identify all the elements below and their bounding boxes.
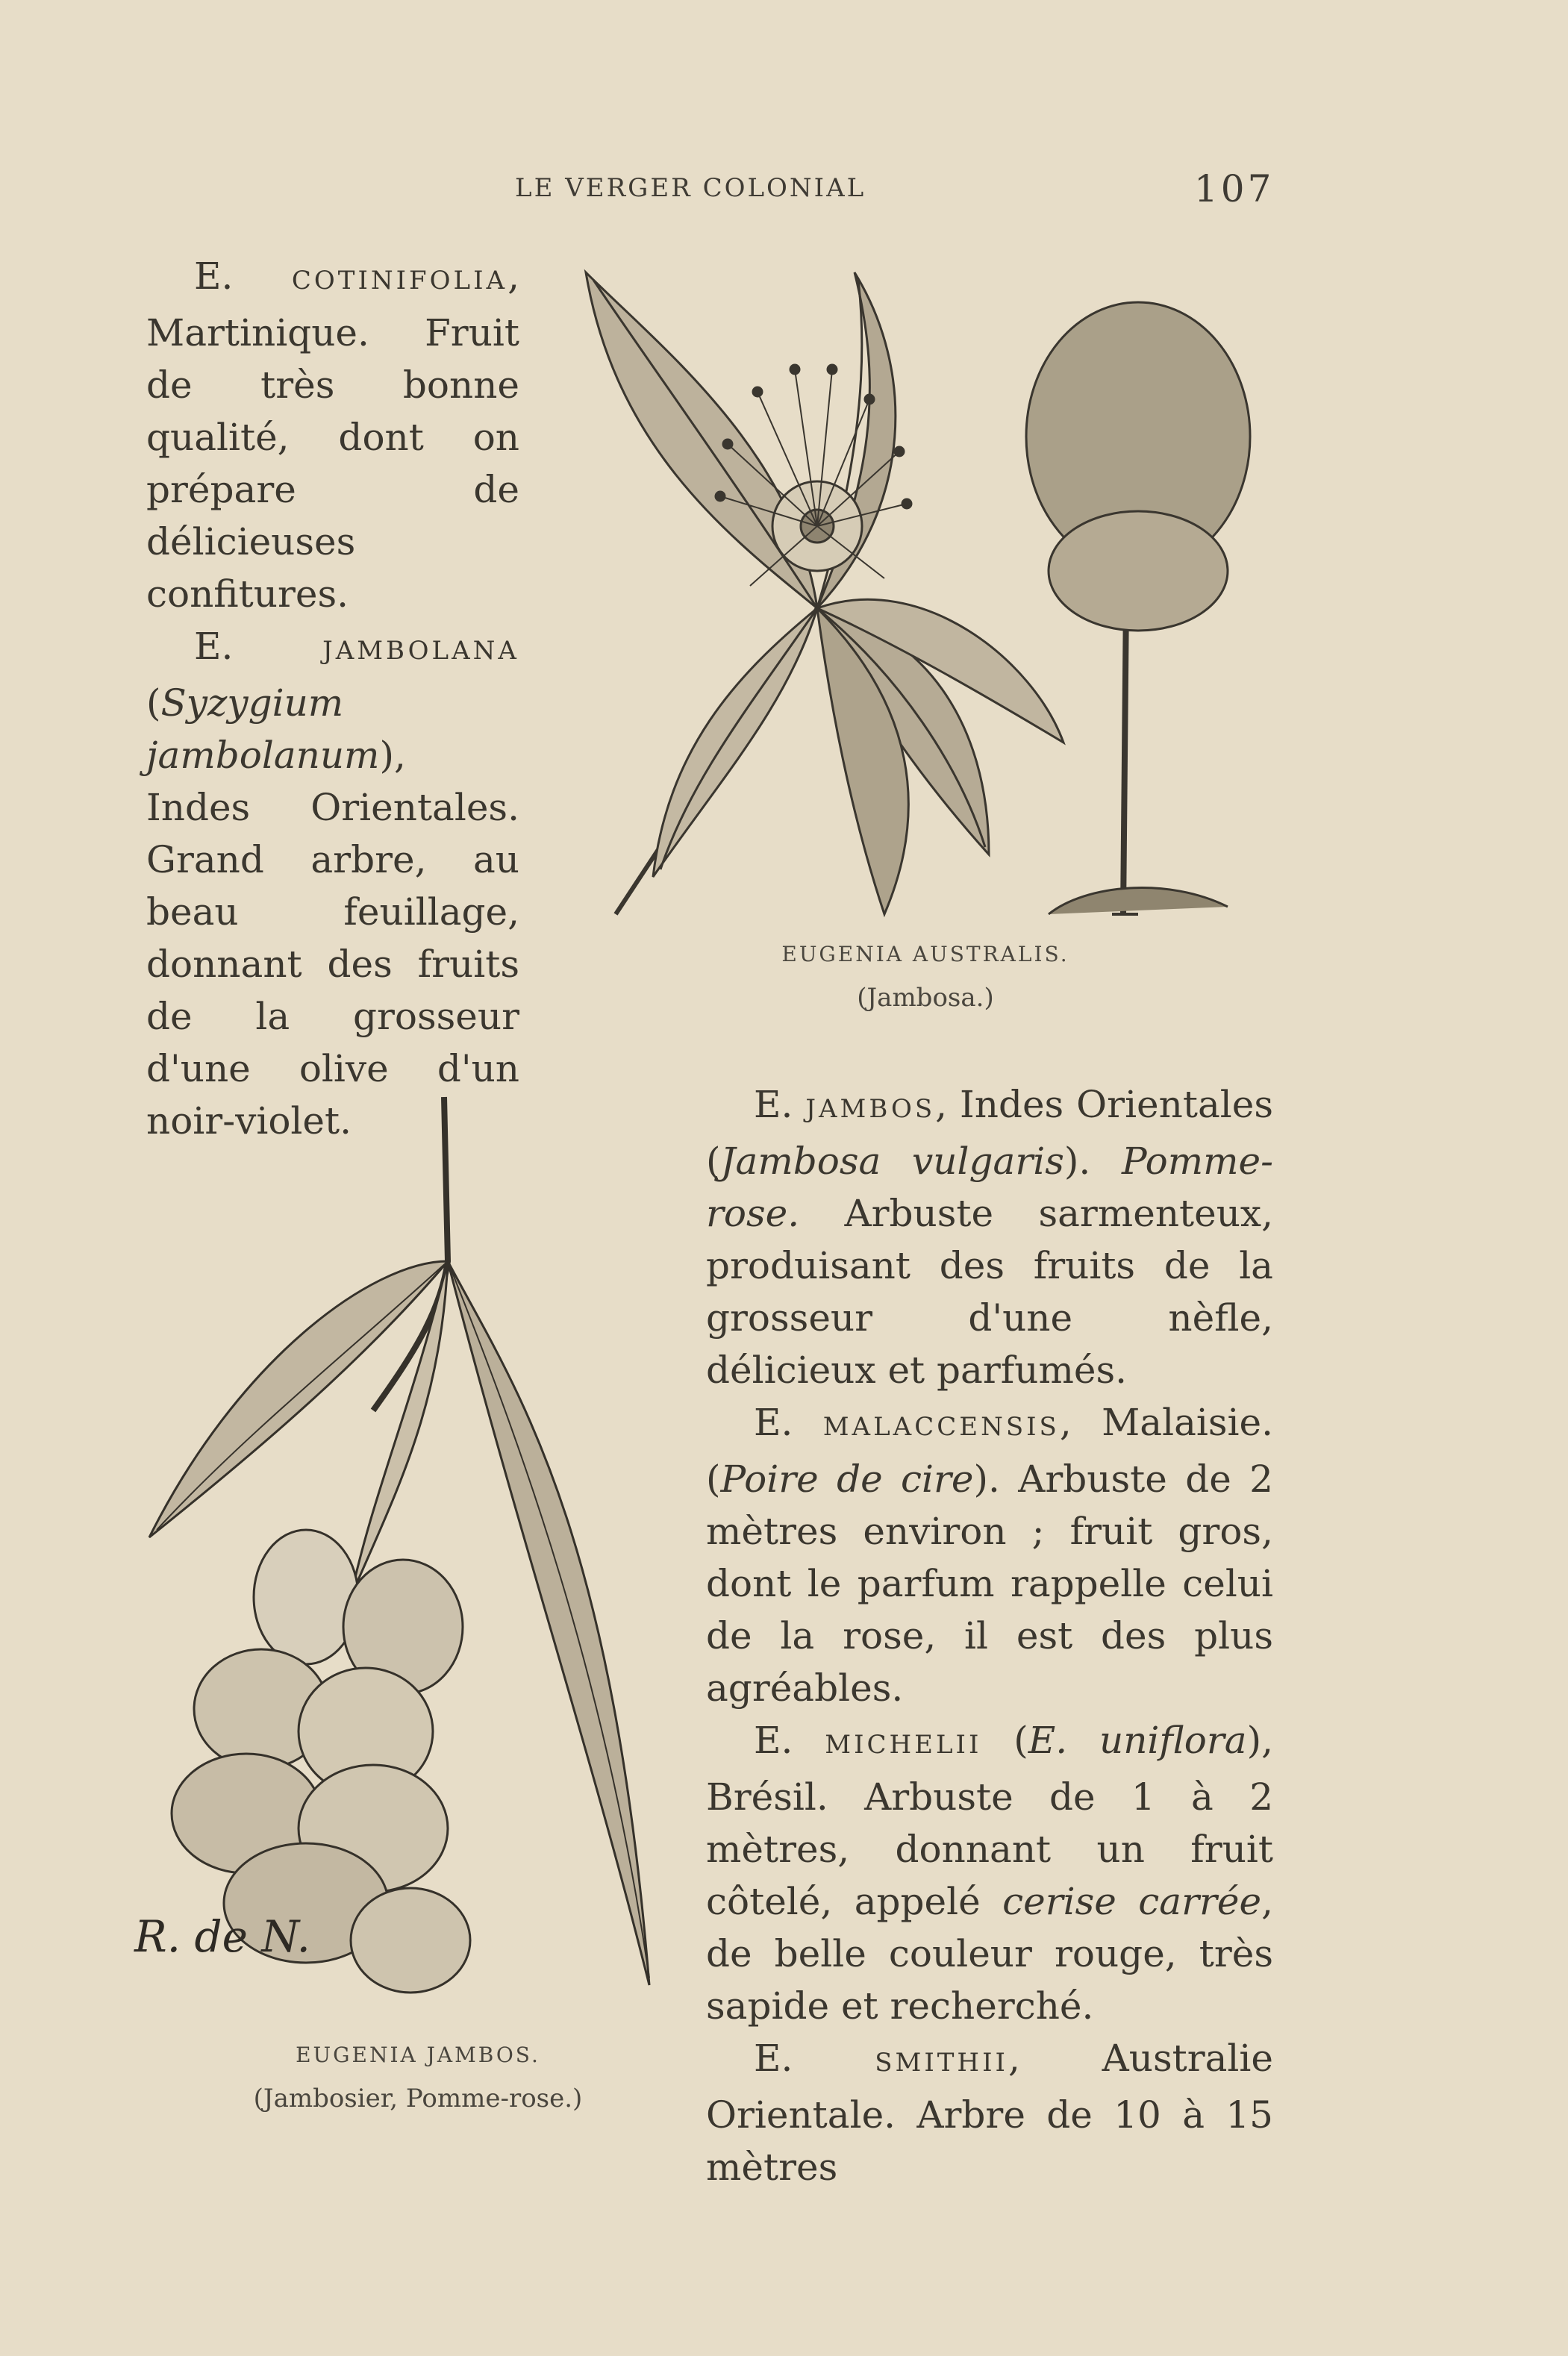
illustrator-signature: R. de N.	[134, 1911, 310, 1962]
entry-text: , Malaisie. (	[706, 1401, 1273, 1501]
species-name: JAMBOS	[805, 1094, 936, 1124]
entry-jambos	[706, 1078, 1273, 1396]
entry-lead: E.	[754, 1401, 793, 1444]
left-text-column	[146, 250, 519, 1147]
eugenia-australis-illustration	[571, 257, 1272, 929]
synonym: Syzygium jambolanum	[146, 681, 380, 777]
entry-smithii	[706, 2032, 1273, 2193]
entry-text: Arbuste sarmenteux, produisant des fruits de la grosseur d'une nèfle, délicieux et parfumés.	[706, 1192, 1273, 1392]
entry-malaccensis	[706, 1396, 1273, 1714]
common-name: Poire de cire	[720, 1457, 974, 1501]
entry-text: ). Arbuste de 2 mètres environ ; fruit gros, dont le parfum rappelle celui de la rose, il est des plus agréables.	[706, 1457, 1273, 1710]
entry-text: (	[981, 1719, 1028, 1762]
entry-lead: E.	[194, 254, 234, 298]
running-title: LE VERGER COLONIAL	[515, 173, 866, 203]
entry-text: ).	[1063, 1140, 1122, 1183]
figure-caption-jambos	[179, 2034, 657, 2120]
common-name: Pomme-rose.	[706, 1140, 1274, 1235]
entry-text: , de belle couleur rouge, très sapide et recherché.	[706, 1880, 1273, 2028]
caption-title: EUGENIA JAMBOS.	[296, 2043, 540, 2067]
eugenia-jambos-illustration	[127, 1075, 694, 2015]
synonym: Jambosa vulgaris	[720, 1140, 1064, 1183]
entry-cotinifolia	[146, 250, 519, 620]
species-name: SMITHII	[875, 2048, 1008, 2078]
species-name: JAMBOLANA	[322, 636, 519, 666]
common-name: cerise carrée	[1002, 1880, 1262, 1923]
page-number: 107	[1194, 167, 1275, 210]
entry-text: (	[146, 681, 161, 725]
species-name: MICHELII	[825, 1730, 982, 1760]
entry-text: , Indes Orientales (	[706, 1083, 1273, 1183]
entry-text: ), Brésil. Arbuste de 1 à 2 mètres, donnant un fruit côtelé, appelé	[706, 1719, 1273, 1923]
entry-michelii	[706, 1714, 1273, 2032]
species-name: COTINIFOLIA	[291, 266, 508, 296]
entry-lead: E.	[754, 2037, 793, 2080]
caption-subtitle: (Jambosa.)	[857, 983, 994, 1013]
entry-jambolana	[146, 620, 519, 1147]
synonym: E. uniflora	[1028, 1719, 1247, 1762]
caption-title: EUGENIA AUSTRALIS.	[781, 942, 1069, 966]
entry-text: , Australie Orientale. Arbre de 10 à 15 mètres	[706, 2037, 1273, 2189]
species-name: MALACCENSIS	[822, 1412, 1060, 1442]
right-text-column	[706, 1078, 1273, 2193]
entry-lead: E.	[754, 1083, 793, 1126]
entry-text: , Martinique. Fruit de très bonne qualité, dont on prépare de délicieuses confitures.	[146, 254, 519, 616]
entry-text: ), Indes Orientales. Grand arbre, au beau feuillage, donnant des fruits de la grosseur d'une olive d'un noir-violet.	[146, 734, 519, 1143]
figure-caption-australis	[731, 933, 1119, 1019]
entry-lead: E.	[754, 1719, 793, 1762]
caption-subtitle: (Jambosier, Pomme-rose.)	[253, 2084, 583, 2113]
entry-lead: E.	[194, 625, 234, 668]
